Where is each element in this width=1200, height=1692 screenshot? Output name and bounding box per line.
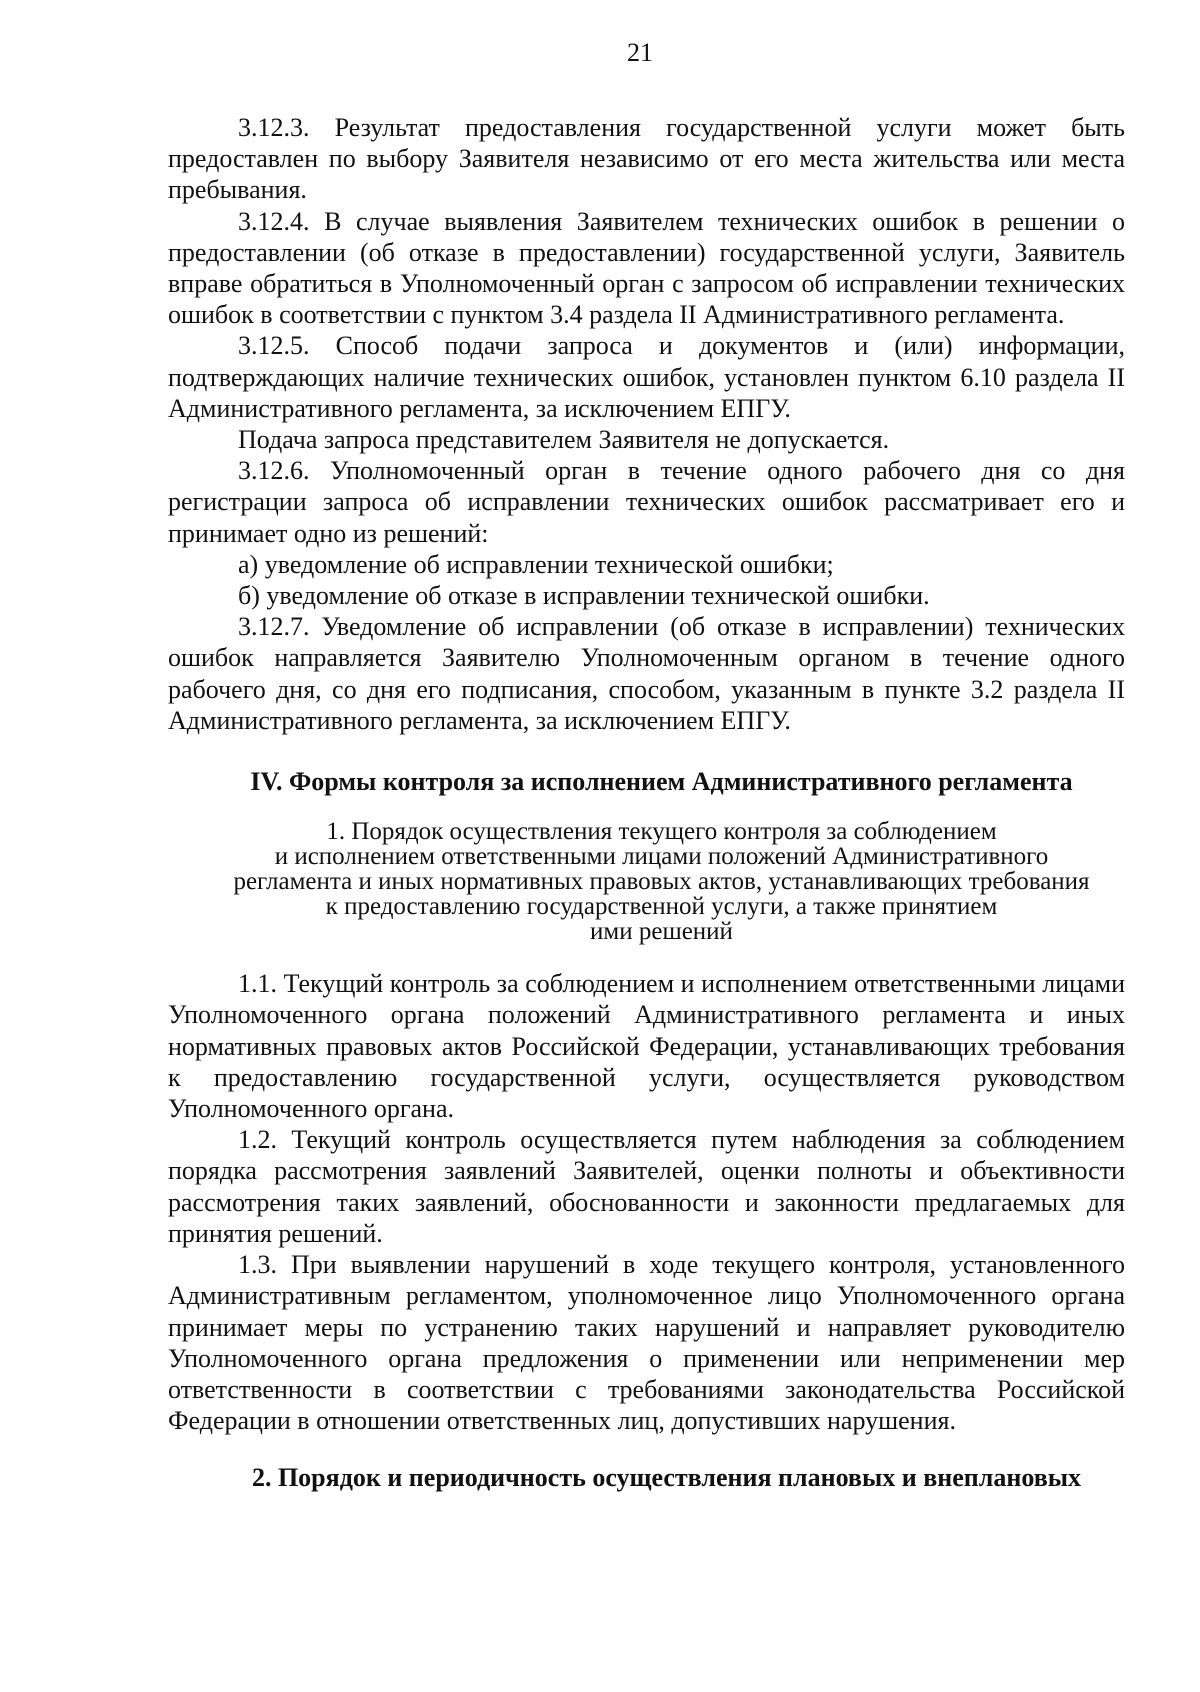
subsection-title-line: ими решений <box>590 918 733 946</box>
list-item-a: а) уведомление об исправлении технической ошибки; <box>238 549 834 579</box>
paragraph-3-12-7: 3.12.7. Уведомление об исправлении (об отказе в исправлении) технических ошибок направляется Заявителю Уполномоченным органом в течение одного рабочего дня, со дня его подписания, способом, указанным в пункте 3.2 раздела II Административного регламента, за исключением ЕПГУ. <box>168 612 1125 735</box>
paragraph-representative-note: Подача запроса представителем Заявителя не допускается. <box>238 425 890 455</box>
subsection-title-line: регламента и иных нормативных правовых актов, устанавливающих требования <box>233 868 1090 896</box>
subsection-title-line: 1. Порядок осуществления текущего контроля за соблюдением <box>326 818 997 846</box>
page-number: 21 <box>627 38 653 67</box>
document-body <box>168 112 1125 1494</box>
paragraph-3-12-6: 3.12.6. Уполномоченный орган в течение одного рабочего дня со дня регистрации запроса об исправлении технических ошибок рассматривает его и принимает одно из решений: <box>168 456 1125 548</box>
subsection-title-line: к предоставлению государственной услуги, а также принятием <box>325 893 998 921</box>
subsection-title-line: и исполнением ответственными лицами положений Административного <box>274 843 1049 871</box>
section-title: IV. Формы контроля за исполнением Административного регламента <box>250 767 1073 797</box>
subsection-title <box>168 819 1125 944</box>
paragraph-1-3: 1.3. При выявлении нарушений в ходе текущего контроля, установленного Административным регламентом, уполномоченное лицо Уполномоченного органа принимает меры по устранению таких нарушений и направляет руководителю Уполномоченного органа предложения о применении или неприменении мер ответственности в соответствии с требованиями законодательства Российской Федерации в отношении ответственных лиц, допустивших нарушения. <box>168 1250 1125 1436</box>
list-item-b: б) уведомление об отказе в исправлении технической ошибки. <box>238 581 930 611</box>
paragraph-1-2: 1.2. Текущий контроль осуществляется путем наблюдения за соблюдением порядка рассмотрения заявлений Заявителей, оценки полноты и объективности рассмотрения таких заявлений, обоснованности и законности предлагаемых для принятия решений. <box>168 1125 1125 1248</box>
paragraph-3-12-3: 3.12.3. Результат предоставления государственной услуги может быть предоставлен по выбору Заявителя независимо от его места жительства или места пребывания. <box>168 113 1125 205</box>
paragraph-3-12-5: 3.12.5. Способ подачи запроса и документов и (или) информации, подтверждающих наличие технических ошибок, установлен пунктом 6.10 раздела II Административного регламента, за исключением ЕПГУ. <box>168 331 1125 423</box>
next-subsection-heading: 2. Порядок и периодичность осуществления плановых и внеплановых <box>251 1463 1082 1493</box>
paragraph-1-1: 1.1. Текущий контроль за соблюдением и исполнением ответственными лицами Уполномоченного органа положений Административного регламента и иных нормативных правовых актов Российской Федерации, устанавливающих требования к предоставлению государственной услуги, осуществляется руководством Уполномоченного органа. <box>168 969 1125 1124</box>
paragraph-3-12-4: 3.12.4. В случае выявления Заявителем технических ошибок в решении о предоставлении (об отказе в предоставлении) государственной услуги, Заявитель вправе обратиться в Уполномоченный орган с запросом об исправлении технических ошибок в соответствии с пунктом 3.4 раздела II Административного регламента. <box>168 206 1125 330</box>
